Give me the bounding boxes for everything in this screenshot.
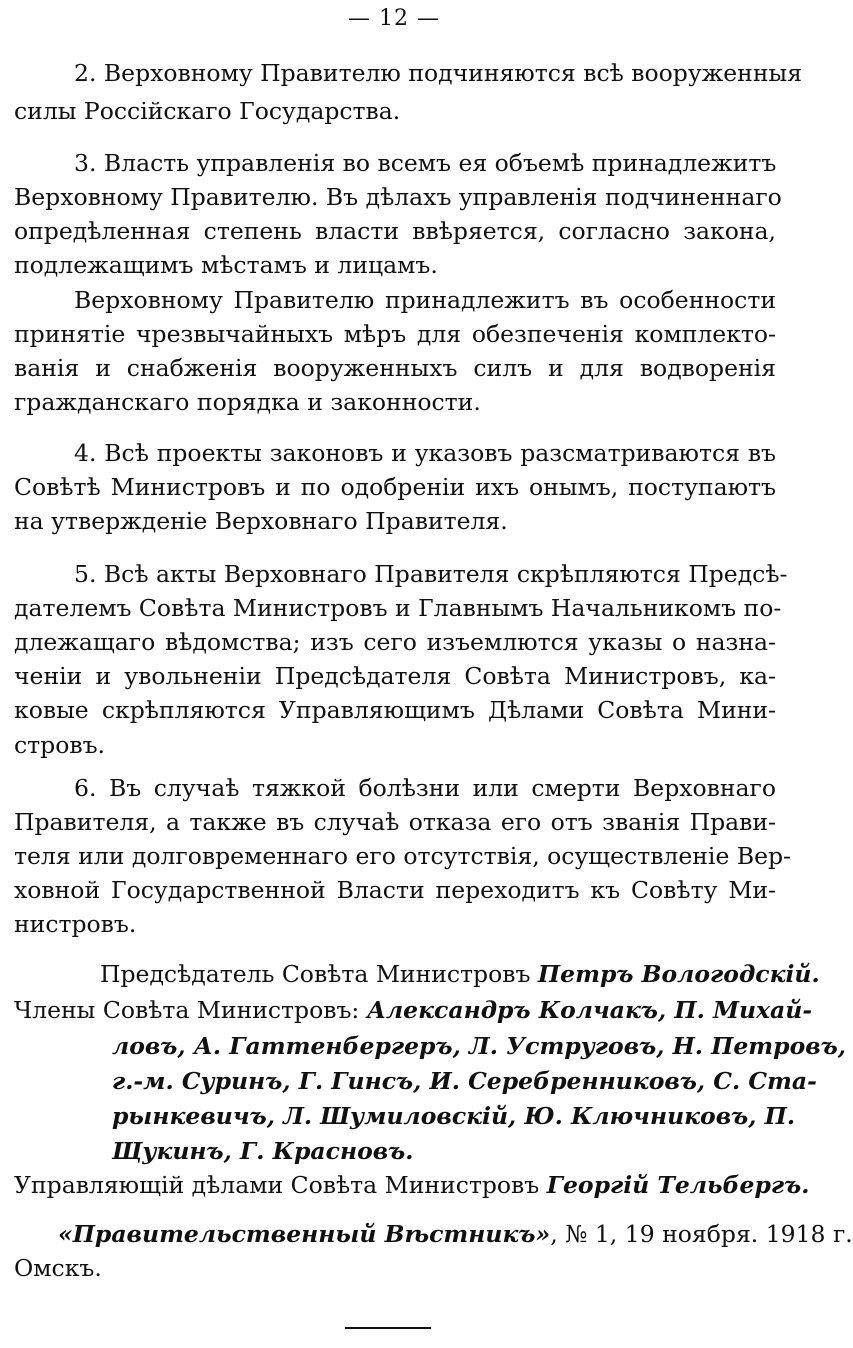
page-number: — 12 — — [348, 6, 440, 31]
para-5-line-6: стровъ. — [14, 731, 106, 759]
para-4-line-2: Совѣтѣ Министровъ и по одобреніи ихъ онымъ, поступаютъ — [14, 473, 776, 501]
para-5-line-1: 5. Всѣ акты Верховнаго Правителя скрѣпляются Предсѣ- — [74, 560, 788, 588]
para-3-line-3: опредѣленная степень власти ввѣряется, согласно закона, — [14, 217, 776, 245]
source-issue: , № 1, 19 ноября. 1918 г. — [550, 1220, 853, 1248]
para-6-line-5: нистровъ. — [14, 910, 137, 938]
members-line-5: Щукинъ, Г. Красновъ. — [112, 1137, 414, 1165]
members-names-1: Александръ Колчакъ, П. Михай- — [366, 996, 813, 1024]
para-5-line-5: ковые скрѣпляются Управляющимъ Дѣлами Совѣта Мини- — [14, 696, 776, 724]
members-line-2: ловъ, А. Гаттенбергеръ, Л. Уструговъ, Н. Петровъ, — [112, 1032, 846, 1060]
bottom-rule — [345, 1327, 431, 1329]
chairman-title: Предсѣдатель Совѣта Министровъ — [100, 960, 531, 988]
para-5-line-3: длежащаго вѣдомства; изъ сего изъемлются указы о назна- — [14, 628, 776, 656]
para-6-line-3: теля или долговременнаго его отсутствія, осуществленіе Вер- — [14, 842, 791, 870]
manager-name: Георгій Тельбергъ. — [546, 1171, 810, 1199]
members-title: Члены Совѣта Министровъ: — [14, 996, 360, 1024]
para-3-line-4: подлежащимъ мѣстамъ и лицамъ. — [14, 251, 438, 279]
source-city: Омскъ. — [14, 1254, 102, 1282]
members-line-3: г.-м. Суринъ, Г. Гинсъ, И. Серебренниковъ, С. Ста- — [112, 1067, 817, 1095]
para-3-line-1: 3. Власть управленія во всемъ ея объемѣ принадлежитъ — [74, 149, 777, 177]
para-6-line-1: 6. Въ случаѣ тяжкой болѣзни или смерти Верховнаго — [74, 774, 776, 802]
chairman-line — [100, 959, 820, 989]
para-3b-line-2: принятіе чрезвычайныхъ мѣръ для обезпеченія комплекто- — [14, 320, 776, 348]
para-6-line-2: Правителя, а также въ случаѣ отказа его отъ званія Прави- — [14, 808, 776, 836]
manager-title: Управляющій дѣлами Совѣта Министровъ — [14, 1171, 540, 1199]
manager-line — [14, 1170, 810, 1200]
chairman-name: Петръ Вологодскій. — [537, 960, 820, 988]
source-title: «Правительственный Вѣстникъ» — [58, 1220, 551, 1248]
para-3b-line-4: гражданскаго порядка и законности. — [14, 388, 481, 416]
para-3b-line-1: Верховному Правителю принадлежитъ въ особенности — [74, 286, 776, 314]
para-2-line-2: силы Россійскаго Государства. — [14, 97, 401, 125]
para-3-line-2: Верховному Правителю. Въ дѣлахъ управленія подчиненнаго — [14, 183, 782, 211]
para-5-line-4: ченіи и увольненіи Предсѣдателя Совѣта Министровъ, ка- — [14, 662, 776, 690]
members-line-1 — [14, 995, 813, 1025]
source-line-1 — [58, 1219, 853, 1249]
members-line-4: рынкевичъ, Л. Шумиловскій, Ю. Ключниковъ, П. — [112, 1102, 796, 1130]
para-4-line-3: на утвержденіе Верховнаго Правителя. — [14, 507, 508, 535]
para-4-line-1: 4. Всѣ проекты законовъ и указовъ разсматриваются въ — [74, 439, 776, 467]
para-5-line-2: дателемъ Совѣта Министровъ и Главнымъ Начальникомъ по- — [14, 594, 782, 622]
para-3b-line-3: ванія и снабженія вооруженныхъ силъ и для водворенія — [14, 354, 776, 382]
para-2-line-1: 2. Верховному Правителю подчиняются всѣ вооруженныя — [74, 59, 803, 87]
para-6-line-4: ховной Государственной Власти переходитъ къ Совѣту Ми- — [14, 876, 776, 904]
